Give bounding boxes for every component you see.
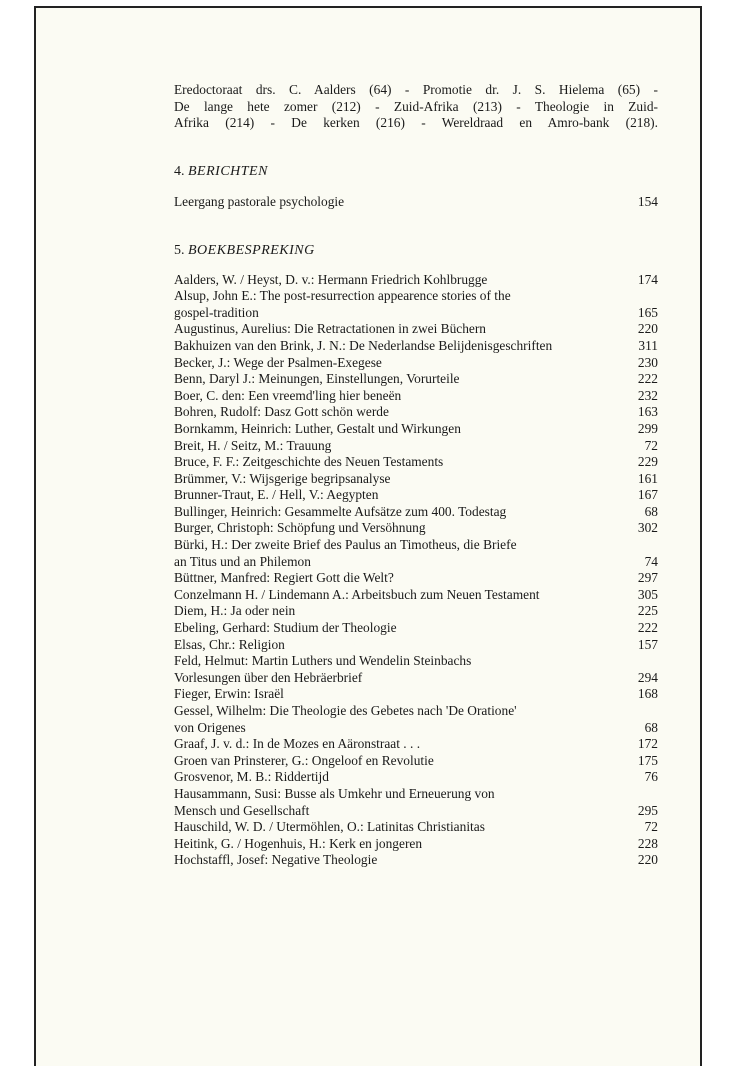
intro-line: De lange hete zomer (212) - Zuid-Afrika (213) - Theologie in Zuid- [174,98,658,114]
section-heading-berichten [174,164,658,181]
entry-page-number: 174 [637,271,658,287]
index-entry [174,321,658,338]
entry-text [174,487,634,504]
entry-text [174,587,634,604]
index-entry [174,686,658,703]
entry-line: gospel-tradition [174,304,259,320]
entry-line: Bullinger, Heinrich: Gesammelte Aufsätze zum 400. Todestag [174,503,507,519]
entry-text [174,520,634,537]
section-number: 5. [174,242,185,258]
index-entry [174,703,658,736]
entry-line: Bohren, Rudolf: Dasz Gott schön werde [174,404,389,420]
entry-text [174,194,634,211]
entry-page-number: 232 [637,387,658,403]
boekbespreking-list [174,272,658,869]
entry-text [174,836,634,853]
entry-page-number: 154 [637,194,658,210]
entry-line: Bürki, H.: Der zweite Brief des Paulus an Timotheus, die Briefe [174,537,517,553]
index-entry [174,371,658,388]
entry-page-number: 294 [637,669,658,685]
entry-line: Mensch und Gesellschaft [174,802,310,818]
index-entry [174,288,658,321]
entry-line: Hauschild, W. D. / Utermöhlen, O.: Latinitas Christianitas [174,819,485,835]
index-entry [174,852,658,869]
entry-line: an Titus und an Philemon [174,553,311,569]
index-entry [174,355,658,372]
intro-line: Afrika (214) - De kerken (216) - Wereldraad en Amro-bank (218). [174,115,658,131]
entry-page-number: 311 [638,337,658,353]
entry-text [174,421,634,438]
index-entry [174,388,658,405]
entry-page-number: 76 [644,769,658,785]
entry-page-number: 220 [637,321,658,337]
entry-page-number: 68 [644,503,658,519]
entry-line: Fieger, Erwin: Israël [174,686,284,702]
entry-line: Feld, Helmut: Martin Luthers und Wendelin Steinbachs [174,653,472,669]
entry-line: Grosvenor, M. B.: Riddertijd [174,769,329,785]
entry-page-number: 222 [637,371,658,387]
entry-text [174,769,634,786]
entry-page-number: 172 [637,736,658,752]
entry-text [174,620,634,637]
entry-text [174,388,634,405]
index-entry [174,338,658,355]
entry-text [174,637,634,654]
entry-page-number: 228 [637,835,658,851]
entry-page-number: 168 [637,686,658,702]
entry-text [174,338,634,355]
entry-line: Groen van Prinsterer, G.: Ongeloof en Revolutie [174,752,434,768]
entry-text [174,454,634,471]
index-entry [174,587,658,604]
entry-text [174,852,634,869]
index-entry [174,570,658,587]
entry-line: Graaf, J. v. d.: In de Mozes en Aäronstraat . . . [174,736,421,752]
entry-text [174,371,634,388]
entry-line: Burger, Christoph: Schöpfung und Versöhnung [174,520,426,536]
entry-text [174,570,634,587]
index-entry [174,603,658,620]
entry-text [174,355,634,372]
entry-line: Bakhuizen van den Brink, J. N.: De Nederlandse Belijdenisgeschriften [174,337,553,353]
section-number: 4. [174,163,185,179]
entry-line: Bruce, F. F.: Zeitgeschichte des Neuen Testaments [174,454,444,470]
entry-page-number: 161 [637,470,658,486]
entry-text [174,272,634,289]
index-entry [174,404,658,421]
entry-text [174,288,634,321]
entry-text [174,603,634,620]
entry-line: Alsup, John E.: The post-resurrection appearence stories of the [174,288,511,304]
intro-paragraph [174,82,658,132]
entry-page-number: 167 [637,487,658,503]
entry-text [174,786,634,819]
entry-page-number: 299 [637,420,658,436]
entry-line: Boer, C. den: Een vreemd'ling hier beneën [174,387,402,403]
index-entry [174,471,658,488]
entry-line: Augustinus, Aurelius: Die Retractationen in zwei Büchern [174,321,487,337]
entry-line: Conzelmann H. / Lindemann A.: Arbeitsbuch zum Neuen Testament [174,586,540,602]
entry-page-number: 225 [637,603,658,619]
entry-page-number: 72 [644,437,658,453]
index-entry [174,272,658,289]
index-entry [174,637,658,654]
index-entry [174,786,658,819]
intro-line: Eredoctoraat drs. C. Aalders (64) - Promotie dr. J. S. Hielema (65) - [174,82,658,97]
entry-page-number: 222 [637,620,658,636]
section-title: BERICHTEN [188,163,268,179]
index-entry [174,504,658,521]
entry-text [174,753,634,770]
entry-line: Büttner, Manfred: Regiert Gott die Welt? [174,570,394,586]
index-entry [174,454,658,471]
entry-text [174,686,634,703]
entry-text [174,321,634,338]
index-entry [174,487,658,504]
entry-line: Bornkamm, Heinrich: Luther, Gestalt und Wirkungen [174,420,461,436]
index-entry [174,421,658,438]
index-entry [174,753,658,770]
index-entry [174,194,658,211]
index-entry [174,537,658,570]
entry-line: Vorlesungen über den Hebräerbrief [174,669,363,685]
entry-line: Benn, Daryl J.: Meinungen, Einstellungen, Vorurteile [174,371,460,387]
entry-line: Diem, H.: Ja oder nein [174,603,296,619]
entry-line: von Origenes [174,719,246,735]
berichten-list [174,194,658,211]
entry-line: Elsas, Chr.: Religion [174,636,285,652]
index-entry [174,438,658,455]
entry-page-number: 163 [637,404,658,420]
entry-line: Gessel, Wilhelm: Die Theologie des Gebetes nach 'De Oratione' [174,703,517,718]
entry-line: Heitink, G. / Hogenhuis, H.: Kerk en jongeren [174,835,423,851]
page-content [174,82,658,869]
index-entry [174,819,658,836]
index-entry [174,520,658,537]
entry-text [174,471,634,488]
entry-line: Hausammann, Susi: Busse als Umkehr und Erneuerung von [174,785,495,801]
entry-page-number: 68 [644,719,658,735]
entry-page-number: 229 [637,454,658,470]
entry-line: Brunner-Traut, E. / Hell, V.: Aegypten [174,487,379,503]
entry-line: Aalders, W. / Heyst, D. v.: Hermann Friedrich Kohlbrugge [174,271,488,287]
entry-line: Breit, H. / Seitz, M.: Trauung [174,437,332,453]
index-entry [174,769,658,786]
entry-text [174,404,634,421]
entry-page-number: 295 [637,802,658,818]
entry-text [174,819,634,836]
entry-page-number: 74 [644,553,658,569]
entry-page-number: 220 [637,852,658,868]
entry-line: Ebeling, Gerhard: Studium der Theologie [174,620,397,636]
index-entry [174,653,658,686]
entry-text [174,653,634,686]
entry-text [174,537,634,570]
entry-page-number: 305 [637,586,658,602]
entry-page-number: 175 [637,752,658,768]
entry-text [174,504,634,521]
entry-line: Hochstaffl, Josef: Negative Theologie [174,852,378,868]
entry-page-number: 72 [644,819,658,835]
entry-text [174,703,634,736]
entry-line: Leergang pastorale psychologie [174,194,345,210]
section-title: BOEKBESPREKING [188,242,315,258]
index-entry [174,620,658,637]
entry-page-number: 165 [637,304,658,320]
entry-page-number: 157 [637,636,658,652]
entry-line: Becker, J.: Wege der Psalmen-Exegese [174,354,382,370]
entry-text [174,736,634,753]
section-heading-boekbespreking [174,243,658,260]
entry-page-number: 230 [637,354,658,370]
document-page [34,6,702,1066]
index-entry [174,836,658,853]
entry-page-number: 302 [637,520,658,536]
entry-line: Brümmer, V.: Wijsgerige begripsanalyse [174,470,391,486]
index-entry [174,736,658,753]
entry-text [174,438,634,455]
entry-page-number: 297 [637,570,658,586]
